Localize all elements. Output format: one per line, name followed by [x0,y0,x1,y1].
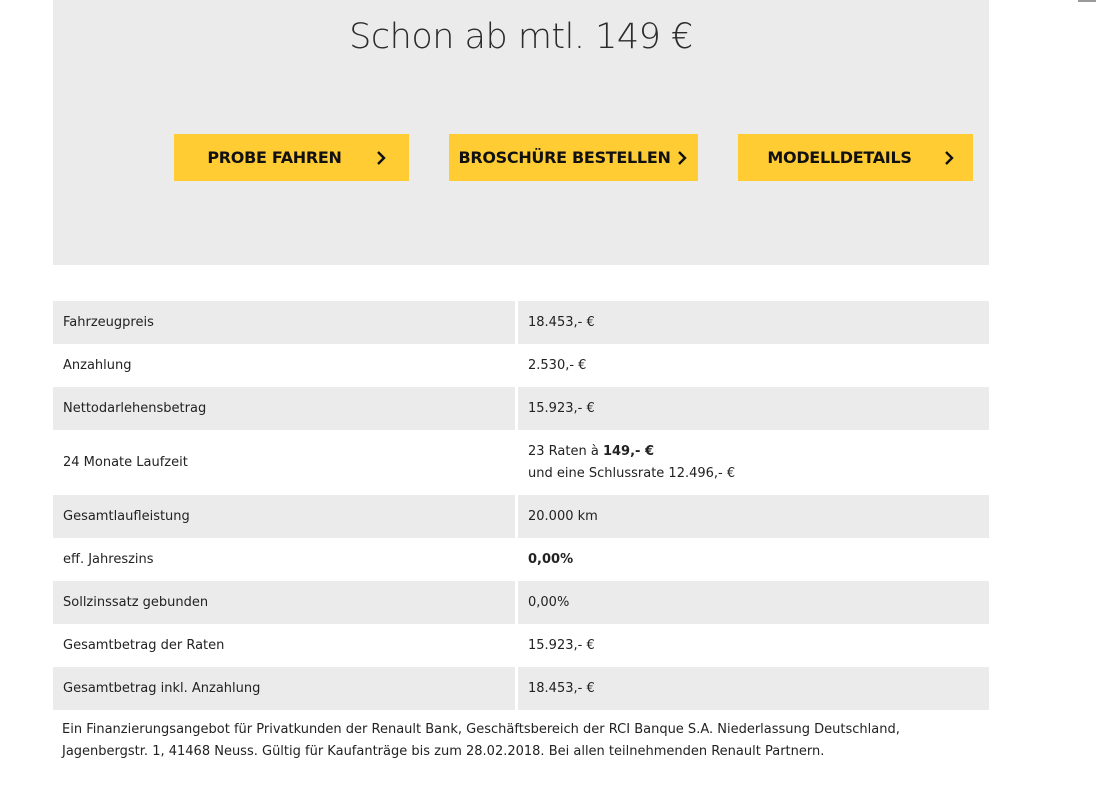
row-value: 20.000 km [518,495,989,538]
row-value: 15.923,- € [528,638,595,653]
financing-table [53,301,989,710]
table-row [53,430,989,495]
installments-line [528,441,735,463]
monthly-rate: 149,- € [602,443,654,459]
test-drive-button[interactable] [174,134,409,181]
row-value: 15.923,- € [518,387,989,430]
chevron-right-icon [675,150,689,166]
row-value: 0,00% [528,552,574,567]
model-details-label: MODELLDETAILS [767,148,912,167]
table-row [53,387,989,430]
table-row [53,301,989,344]
table-row [53,581,989,624]
model-details-button[interactable] [738,134,973,181]
offer-headline: Schon ab mtl. 149 € [349,17,693,57]
test-drive-label: PROBE FAHREN [207,148,342,167]
table-row [53,538,989,581]
row-label: Gesamtlaufleistung [53,495,515,538]
table-row [53,624,989,667]
chevron-right-icon [942,150,956,166]
table-row [53,495,989,538]
final-rate-line: und eine Schlussrate 12.496,- € [528,465,736,481]
chevron-right-icon [374,150,388,166]
installments-prefix: 23 Raten à [528,443,603,459]
row-label: Gesamtbetrag der Raten [63,638,225,653]
row-value: 0,00% [518,581,989,624]
offer-hero [53,0,989,265]
row-value: 2.530,- € [528,358,587,373]
row-value: 18.453,- € [518,301,989,344]
order-brochure-label: BROSCHÜRE BESTELLEN [458,148,671,167]
table-row [53,344,989,387]
order-brochure-button[interactable] [449,134,698,181]
row-label: Fahrzeugpreis [53,301,515,344]
row-label: Sollzinssatz gebunden [53,581,515,624]
table-row [53,667,989,710]
top-divider [1078,0,1096,2]
row-label: Anzahlung [63,358,132,373]
row-label: Nettodarlehensbetrag [53,387,515,430]
row-label: 24 Monate Laufzeit [63,455,188,470]
row-value: 18.453,- € [518,667,989,710]
row-label: eff. Jahreszins [63,552,154,567]
legal-footnote: Ein Finanzierungsangebot für Privatkunden der Renault Bank, Geschäftsbereich der RCI Banque S.A. Niederlassung Deutschland, Jagenbergstr. 1, 41468 Neuss. Gültig für Kaufanträge bis zum 28.02.2018. Bei allen teilnehmenden Renault Partnern. [62,722,900,759]
row-label: Gesamtbetrag inkl. Anzahlung [53,667,515,710]
row-value [518,430,989,495]
